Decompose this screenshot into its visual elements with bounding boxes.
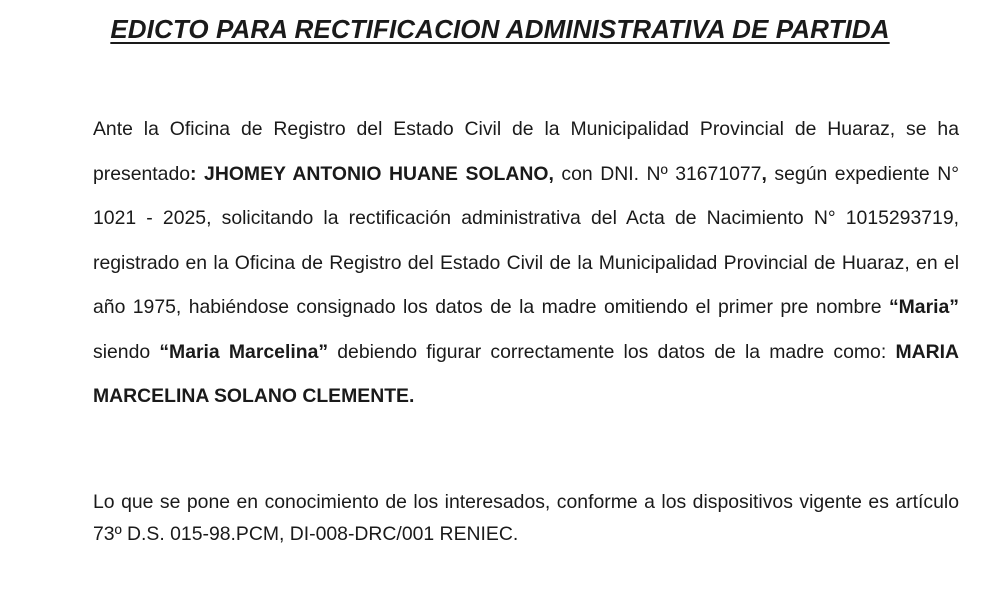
paragraph-text-5: debiendo figurar correctamente los datos de la madre como: [328,340,896,363]
document-title [0,14,1000,45]
edict-main-paragraph [93,107,959,419]
corrected-mother-name: MARIA MARCELINA SOLANO CLEMENTE. [93,340,959,407]
paragraph-text-4: siendo [93,340,160,363]
closing-paragraph: Lo que se pone en conocimiento de los interesados, conforme a los dispositivos vigente es artículo 73º D.S. 015-98.PCM, DI-008-DRC/001 RENIEC. [93,491,959,545]
omitted-name: “Maria” [888,296,959,318]
paragraph-text-3: según expediente N° 1021 - 2025, solicitando la rectificación administrativa del Acta de Nacimiento N° 1015293719, registrado en la Oficina de Registro del Estado Civil de la Municipalidad Provincial de Huaraz, en el año 1975, habiéndose consignado los datos de la madre omitiendo el primer pre nombre [93,162,960,318]
paragraph-text-2: con DNI. Nº 31671077 [553,162,762,185]
applicant-name: : JHOMEY ANTONIO HUANE SOLANO, [190,162,554,185]
paragraph-text-1: Ante la Oficina de Registro del Estado Civil de la Municipalidad Provincial de Huaraz, se ha presentado [93,118,959,185]
full-name: “Maria Marcelina” [159,340,329,363]
bold-comma: , [761,162,767,185]
document-title-text: EDICTO PARA RECTIFICACION ADMINISTRATIVA DE PARTIDA [110,14,890,44]
